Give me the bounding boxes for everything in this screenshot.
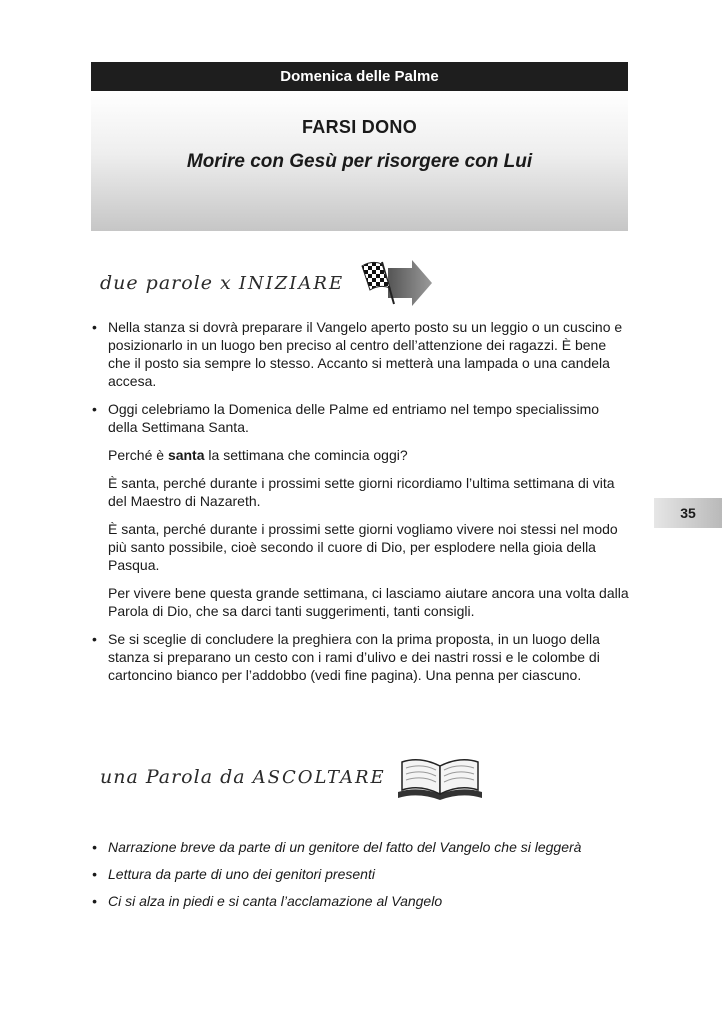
paragraph: Per vivere bene questa grande settimana, ci lasciamo aiutare ancora una volta dalla Parola di Dio, che sa darci tanti suggerimenti, tanti consigli. (108, 585, 629, 619)
page-number-tab (654, 498, 722, 528)
section-heading-text: due parole x INIZIARE (100, 272, 345, 294)
page-number: 35 (680, 505, 696, 521)
paragraph: È santa, perché durante i prossimi sette giorni ricordiamo l’ultima settimana di vita del Maestro di Nazareth. (108, 475, 615, 509)
list-item: • Ci si alza in piedi e si canta l’acclamazione al Vangelo (92, 893, 443, 909)
section-heading-ascoltare (100, 752, 486, 802)
paragraph-question: Perché è santa la settimana che comincia oggi? (108, 447, 408, 463)
section-heading-iniziare (100, 258, 432, 308)
list-item: • Lettura da parte di uno dei genitori presenti (92, 866, 375, 882)
section-heading-text: una Parola da ASCOLTARE (100, 766, 386, 788)
page-subtitle: Morire con Gesù per risorgere con Lui (186, 151, 533, 172)
title-box (91, 91, 628, 231)
open-book-icon (394, 752, 486, 802)
checkered-flag-arrow-icon (352, 258, 432, 308)
section2-list (92, 838, 632, 919)
list-item: • Narrazione breve da parte di un genitore del fatto del Vangelo che si leggerà (92, 839, 582, 855)
paragraph: È santa, perché durante i prossimi sette giorni vogliamo vivere noi stessi nel modo più santo possibile, cioè secondo il cuore di Dio, per esplodere nella gioia della Pasqua. (108, 521, 618, 573)
list-item: • Se si sceglie di concludere la preghiera con la prima proposta, in un luogo della stanza si preparano un cesto con i rami d’ulivo e dei nastri rossi e le colombe di cartoncino bianco per l’addobbo (vedi fine pagina). Una penna per ciascuno. (92, 631, 600, 683)
page-title: FARSI DONO (301, 117, 417, 137)
list-item: • Nella stanza si dovrà preparare il Vangelo aperto posto su un leggio o un cuscino e posizionarlo in un luogo ben preciso al centro dell’attenzione dei ragazzi. È bene che il posto sia sempre lo stesso. Accanto si metterà una lampada o una candela accesa. (92, 319, 623, 389)
header-bar (91, 62, 628, 91)
header-bar-title: Domenica delle Palme (280, 68, 439, 85)
list-item: • Oggi celebriamo la Domenica delle Palme ed entriamo nel tempo specialissimo della Settimana Santa. (92, 401, 600, 435)
section1-body (92, 318, 632, 694)
